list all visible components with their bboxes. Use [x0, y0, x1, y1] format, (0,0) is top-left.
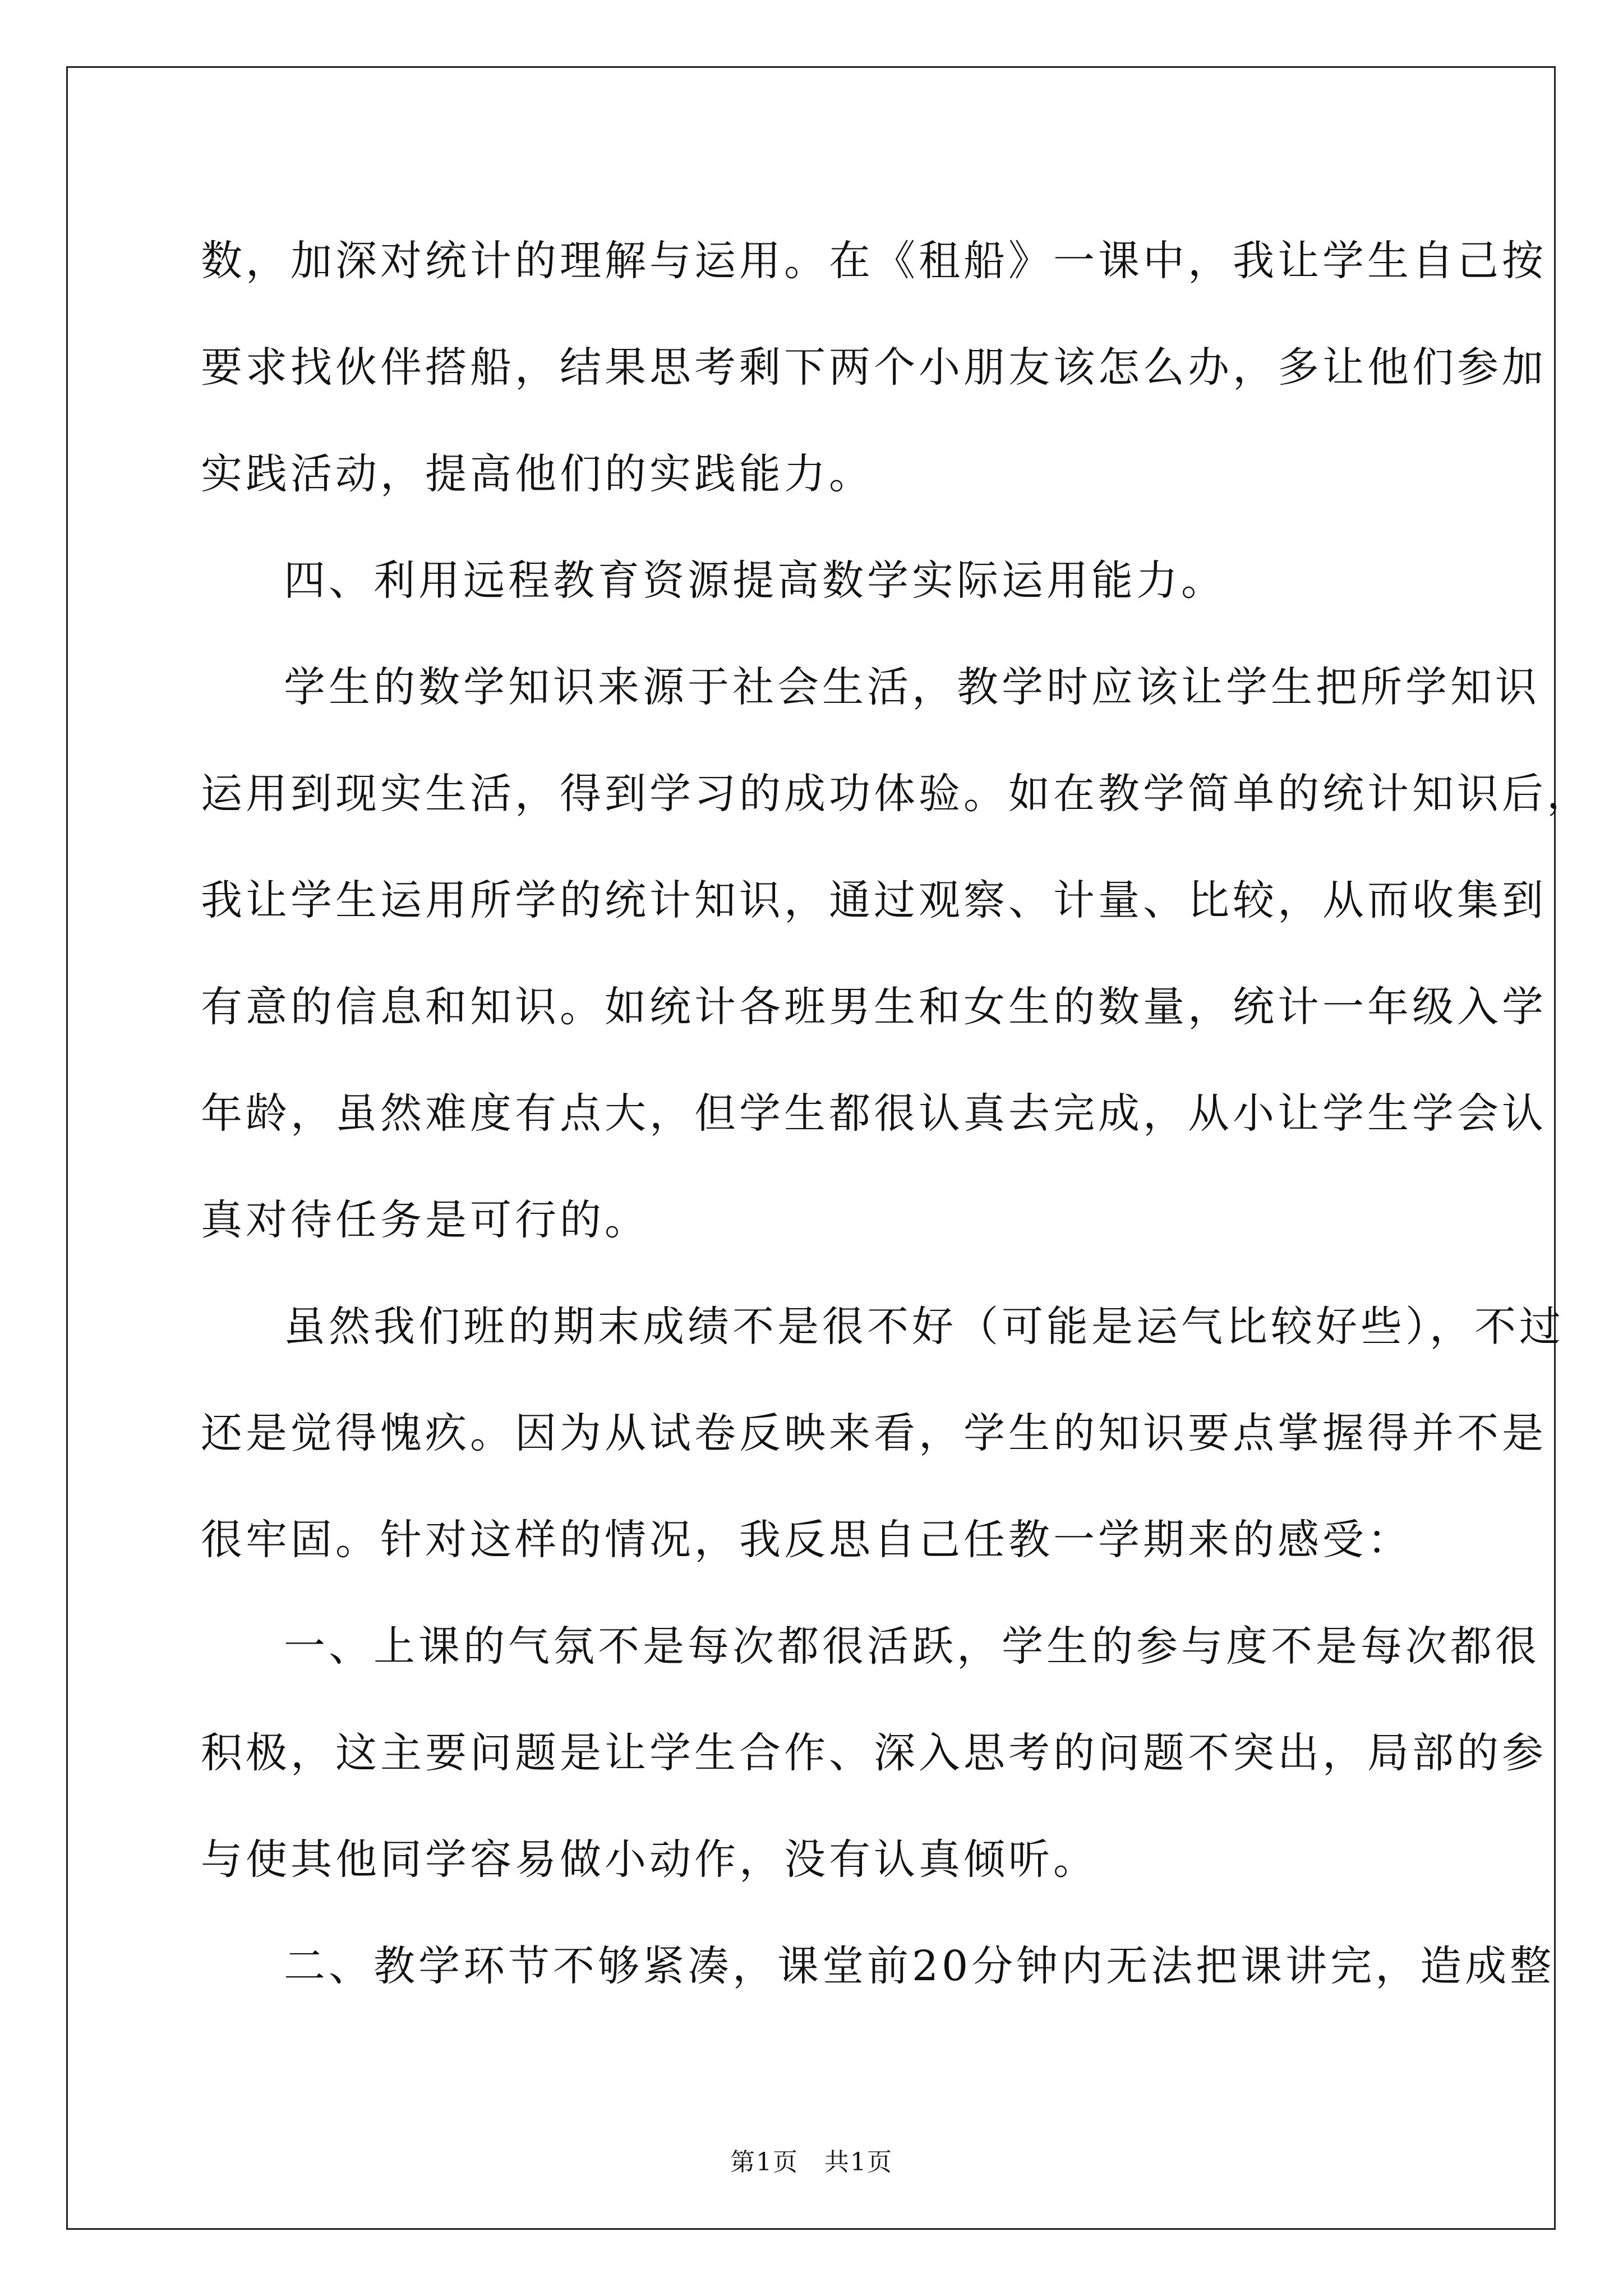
text-line: 虽然我们班的期末成绩不是很不好（可能是运气比较好些），不过: [284, 1303, 1564, 1351]
text-line: 数，加深对统计的理解与运用。在《租船》一课中，我让学生自己按: [201, 237, 1547, 285]
text-line: 还是觉得愧疚。因为从试卷反映来看，学生的知识要点掌握得并不是: [201, 1409, 1547, 1457]
text-line: 四、利用远程教育资源提高数学实际运用能力。: [284, 556, 1226, 605]
text-line: 我让学生运用所学的统计知识，通过观察、计量、比较，从而收集到: [201, 876, 1547, 924]
text-line: 运用到现实生活，得到学习的成功体验。如在教学简单的统计知识后，: [201, 770, 1592, 818]
text-line: 有意的信息和知识。如统计各班男生和女生的数量，统计一年级入学: [201, 983, 1547, 1031]
document-body: [201, 208, 1592, 2019]
text-line: 学生的数学知识来源于社会生活，教学时应该让学生把所学知识: [284, 663, 1540, 711]
page-footer: 第1页 共1页: [730, 2148, 893, 2177]
text-line: 要求找伙伴搭船，结果思考剩下两个小朋友该怎么办，多让他们参加: [201, 343, 1547, 392]
text-line: 一、上课的气氛不是每次都很活跃，学生的参与度不是每次都很: [284, 1622, 1540, 1671]
text-line: 二、教学环节不够紧凑，课堂前20分钟内无法把课讲完，造成整: [284, 1942, 1555, 1990]
text-line: 很牢固。针对这样的情况，我反思自己任教一学期来的感受：: [201, 1516, 1412, 1564]
text-line: 真对待任务是可行的。: [201, 1196, 649, 1244]
text-line: 积极，这主要问题是让学生合作、深入思考的问题不突出，局部的参: [201, 1729, 1547, 1777]
text-line: 年龄，虽然难度有点大，但学生都很认真去完成，从小让学生学会认: [201, 1089, 1547, 1138]
text-line: 与使其他同学容易做小动作，没有认真倾听。: [201, 1835, 1098, 1884]
text-line: 实践活动，提高他们的实践能力。: [201, 450, 874, 498]
